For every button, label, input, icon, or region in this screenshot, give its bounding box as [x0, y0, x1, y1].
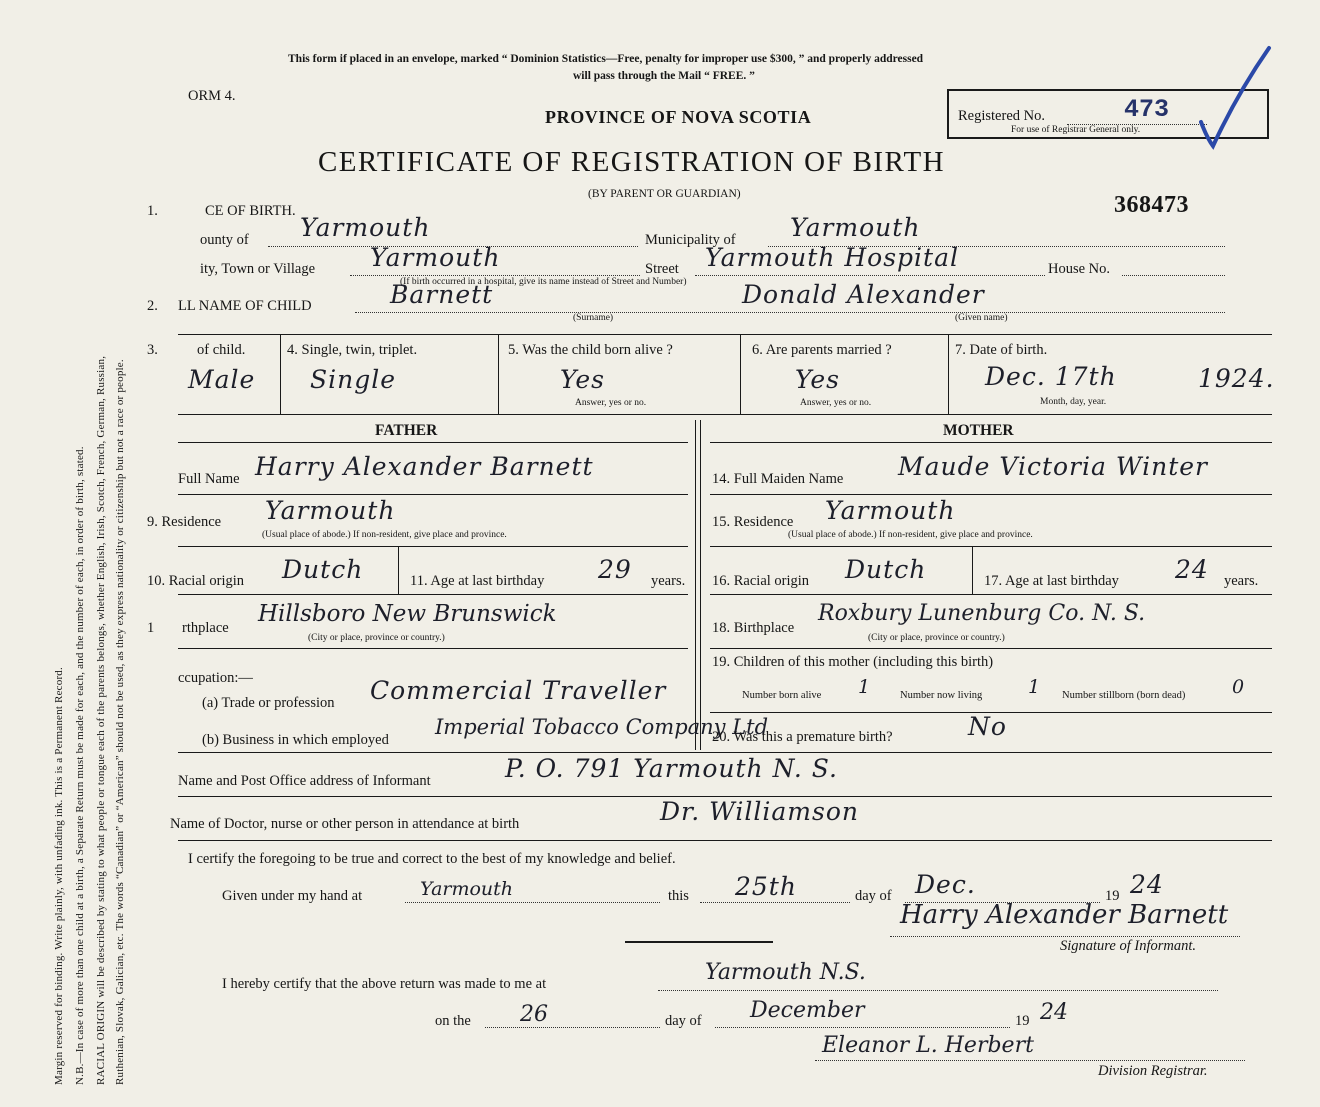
informant-signature-line [890, 936, 1240, 937]
mother-residence-value: Yarmouth [825, 496, 956, 525]
registrar-day-value: 26 [520, 1002, 548, 1027]
date-of-birth-note: Month, day, year. [1040, 397, 1107, 407]
child-name-line [355, 312, 1225, 313]
row3-divider-1 [280, 334, 281, 414]
single-twin-value: Single [310, 365, 397, 394]
number-now-living-value: 1 [1028, 676, 1041, 698]
born-alive-label: 5. Was the child born alive ? [508, 342, 673, 358]
mother-residence-note: (Usual place of abode.) If non-resident, give place and province. [788, 530, 1033, 540]
place-of-birth-label: CE OF BIRTH. [205, 203, 296, 219]
born-alive-note: Answer, yes or no. [575, 398, 647, 408]
father-residence-label: 9. Residence [147, 514, 222, 530]
father-age-value: 29 [598, 555, 632, 584]
margin-note-racial-origin-1: RACIAL ORIGIN will be described by stating to what people or tongue each of the parents belongs, whether English, Irish, Scotch, French, German, Russian, [95, 355, 107, 1085]
mother-children-label: 19. Children of this mother (including this birth) [712, 654, 994, 670]
city-line [350, 275, 640, 276]
registrar-month-line [715, 1027, 1010, 1028]
informant-signature: Harry Alexander Barnett [900, 900, 1229, 930]
father-header-rule [178, 442, 688, 443]
number-3-label: 3. [147, 342, 158, 358]
mother-race-age-divider [972, 546, 973, 594]
mother-row1-rule [710, 494, 1272, 495]
father-mother-divider-a [695, 420, 696, 750]
mother-age-value: 24 [1175, 555, 1209, 584]
child-name-label: LL NAME OF CHILD [178, 298, 312, 314]
cert-day-of-label: day of [855, 888, 892, 904]
mother-racial-origin-label: 16. Racial origin [712, 573, 810, 589]
city-label: ity, Town or Village [200, 261, 316, 277]
father-age-label: 11. Age at last birthday [410, 573, 545, 589]
informant-label: Name and Post Office address of Informant [178, 773, 431, 789]
cert-day-value: 25th [735, 872, 797, 901]
father-occupation-label: ccupation:— [178, 670, 253, 686]
place-of-birth-number: 1. [147, 203, 158, 219]
mother-age-unit: years. [1224, 573, 1259, 589]
registrar-day-of-label: day of [665, 1013, 702, 1029]
mother-name-label: 14. Full Maiden Name [712, 471, 844, 487]
doctor-label: Name of Doctor, nurse or other person in attendance at birth [170, 816, 520, 832]
row3-divider-4 [948, 334, 949, 414]
father-race-age-divider [398, 546, 399, 594]
check-mark-icon [1195, 42, 1275, 150]
father-business-value: Imperial Tobacco Company Ltd [435, 715, 769, 739]
informant-value: P. O. 791 Yarmouth N. S. [505, 754, 838, 783]
street-line [695, 275, 1045, 276]
given-under-label: Given under my hand at [222, 888, 363, 904]
number-stillborn-value: 0 [1232, 676, 1245, 698]
registrar-month-value: December [750, 998, 865, 1023]
registrar-year-prefix: 19 [1015, 1013, 1030, 1029]
county-label: ounty of [200, 232, 249, 248]
this-label: this [668, 888, 689, 904]
doctor-value: Dr. Williamson [660, 797, 859, 826]
mother-row3-rule [710, 594, 1272, 595]
date-of-birth-label: 7. Date of birth. [955, 342, 1048, 358]
row3-divider-3 [740, 334, 741, 414]
father-residence-note: (Usual place of abode.) If non-resident, give place and province. [262, 530, 507, 540]
registered-no-value: 473 [1124, 95, 1170, 124]
registrar-place-line [658, 990, 1218, 991]
born-alive-value: Yes [560, 365, 605, 394]
father-business-label: (b) Business in which employed [202, 732, 389, 748]
child-name-number: 2. [147, 298, 158, 314]
father-row2-rule [178, 546, 688, 547]
margin-note-binding: Margin reserved for binding. Write plainly, with unfading ink. This is a Permanent Record. [53, 667, 65, 1085]
certificate-title: CERTIFICATE OF REGISTRATION OF BIRTH [318, 146, 945, 178]
father-row3-rule [178, 594, 688, 595]
father-trade-value: Commercial Traveller [370, 676, 667, 705]
child-given-name-label: (Given name) [955, 313, 1008, 323]
registrar-signature-label: Division Registrar. [1098, 1063, 1208, 1079]
father-name-value: Harry Alexander Barnett [255, 452, 594, 481]
sex-value: Male [188, 365, 256, 394]
date-of-birth-month-day: Dec. 17th [985, 362, 1117, 391]
mother-header: MOTHER [943, 422, 1014, 439]
father-birthplace-text: rthplace [182, 620, 229, 636]
father-section-bottom-rule [178, 752, 1272, 753]
father-birthplace-value: Hillsboro New Brunswick [258, 601, 557, 627]
child-surname-label: (Surname) [573, 313, 614, 323]
father-mother-divider-b [700, 420, 701, 750]
registrar-day-line [485, 1027, 660, 1028]
father-racial-origin-label: 10. Racial origin [147, 573, 245, 589]
margin-note-multiple-births: N.B.—In case of more than one child at a birth, a Separate Return must be made for each, and the number of each, in order of birth, stated. [74, 446, 86, 1085]
form-number: ORM 4. [188, 88, 236, 104]
mother-racial-origin-value: Dutch [845, 555, 927, 584]
county-value: Yarmouth [300, 213, 431, 242]
father-residence-value: Yarmouth [265, 496, 396, 525]
given-place-line [405, 902, 660, 903]
registered-no-note: For use of Registrar General only. [1011, 125, 1141, 135]
father-age-unit: years. [651, 573, 686, 589]
margin-note-racial-origin-2: Ruthenian, Slovak, Galician, etc. The words “Canadian” or “American” should not be used, as they express nationality or citizenship but not a race or people. [114, 359, 126, 1085]
row3-divider-2 [498, 334, 499, 414]
mother-residence-label: 15. Residence [712, 514, 794, 530]
mother-birthplace-note: (City or place, province or country.) [868, 633, 1005, 643]
informant-signature-label: Signature of Informant. [1060, 938, 1197, 954]
registrar-year-value: 24 [1040, 1000, 1068, 1025]
father-name-label: Full Name [178, 471, 240, 487]
premature-birth-value: No [968, 712, 1007, 741]
cert-month-value: Dec. [915, 870, 976, 899]
given-place-value: Yarmouth [420, 878, 514, 900]
father-trade-label: (a) Trade or profession [202, 695, 335, 711]
number-born-alive-value: 1 [858, 676, 871, 698]
house-no-line [1122, 275, 1225, 276]
house-no-label: House No. [1048, 261, 1111, 277]
mother-age-label: 17. Age at last birthday [984, 573, 1119, 589]
child-surname-value: Barnett [390, 280, 494, 309]
parents-married-label: 6. Are parents married ? [752, 342, 892, 358]
mother-row2-rule [710, 546, 1272, 547]
registrar-signature: Eleanor L. Herbert [822, 1033, 1034, 1058]
parents-married-note: Answer, yes or no. [800, 398, 872, 408]
cert-year-prefix: 19 [1105, 888, 1120, 904]
doctor-rule [178, 840, 1272, 841]
municipality-label: Municipality of [645, 232, 736, 248]
number-now-living-label: Number now living [900, 690, 983, 701]
sex-label: of child. [197, 342, 246, 358]
postal-notice-line1: This form if placed in an envelope, marked “ Dominion Statistics—Free, penalty for improper use $300, ” and properly addressed [288, 53, 924, 65]
certificate-serial-number: 368473 [1114, 192, 1189, 218]
hospital-note: (If birth occurred in a hospital, give its name instead of Street and Number) [400, 277, 687, 287]
municipality-value: Yarmouth [790, 213, 921, 242]
certificate-subtitle: (BY PARENT OR GUARDIAN) [588, 188, 741, 200]
father-header: FATHER [375, 422, 438, 439]
row3-bottom-rule [178, 414, 1272, 415]
registered-no-label: Registered No. [958, 108, 1045, 124]
parents-married-value: Yes [795, 365, 840, 394]
certify-statement: I certify the foregoing to be true and correct to the best of my knowledge and belief. [188, 851, 676, 867]
single-twin-label: 4. Single, twin, triplet. [287, 342, 418, 358]
father-racial-origin-value: Dutch [282, 555, 364, 584]
section-separator [625, 941, 773, 943]
registrar-statement: I hereby certify that the above return was made to me at [222, 976, 547, 992]
number-born-alive-label: Number born alive [742, 690, 822, 701]
cert-day-line [700, 902, 850, 903]
father-birthplace-note: (City or place, province or country.) [308, 633, 445, 643]
province-heading: PROVINCE OF NOVA SCOTIA [545, 107, 812, 127]
father-birthplace-label: 1 [147, 620, 155, 636]
city-value: Yarmouth [370, 243, 501, 272]
premature-birth-label: 20. Was this a premature birth? [712, 729, 893, 745]
registrar-signature-line [815, 1060, 1245, 1061]
postal-notice-line2: will pass through the Mail “ FREE. ” [573, 70, 755, 82]
street-label: Street [645, 261, 679, 277]
mother-name-value: Maude Victoria Winter [898, 452, 1209, 481]
mother-row4-rule [710, 648, 1272, 649]
street-value: Yarmouth Hospital [705, 243, 959, 272]
father-row1-rule [178, 494, 688, 495]
mother-birthplace-label: 18. Birthplace [712, 620, 795, 636]
mother-birthplace-value: Roxbury Lunenburg Co. N. S. [818, 601, 1146, 626]
mother-header-rule [710, 442, 1272, 443]
father-row4-rule [178, 648, 688, 649]
registrar-place-value: Yarmouth N.S. [705, 960, 866, 985]
child-given-name-value: Donald Alexander [742, 280, 985, 309]
cert-year-value: 24 [1130, 870, 1164, 899]
row3-top-rule [178, 334, 1272, 335]
registrar-on-label: on the [435, 1013, 471, 1029]
date-of-birth-year: 1924. [1198, 364, 1275, 393]
number-stillborn-label: Number stillborn (born dead) [1062, 690, 1186, 701]
